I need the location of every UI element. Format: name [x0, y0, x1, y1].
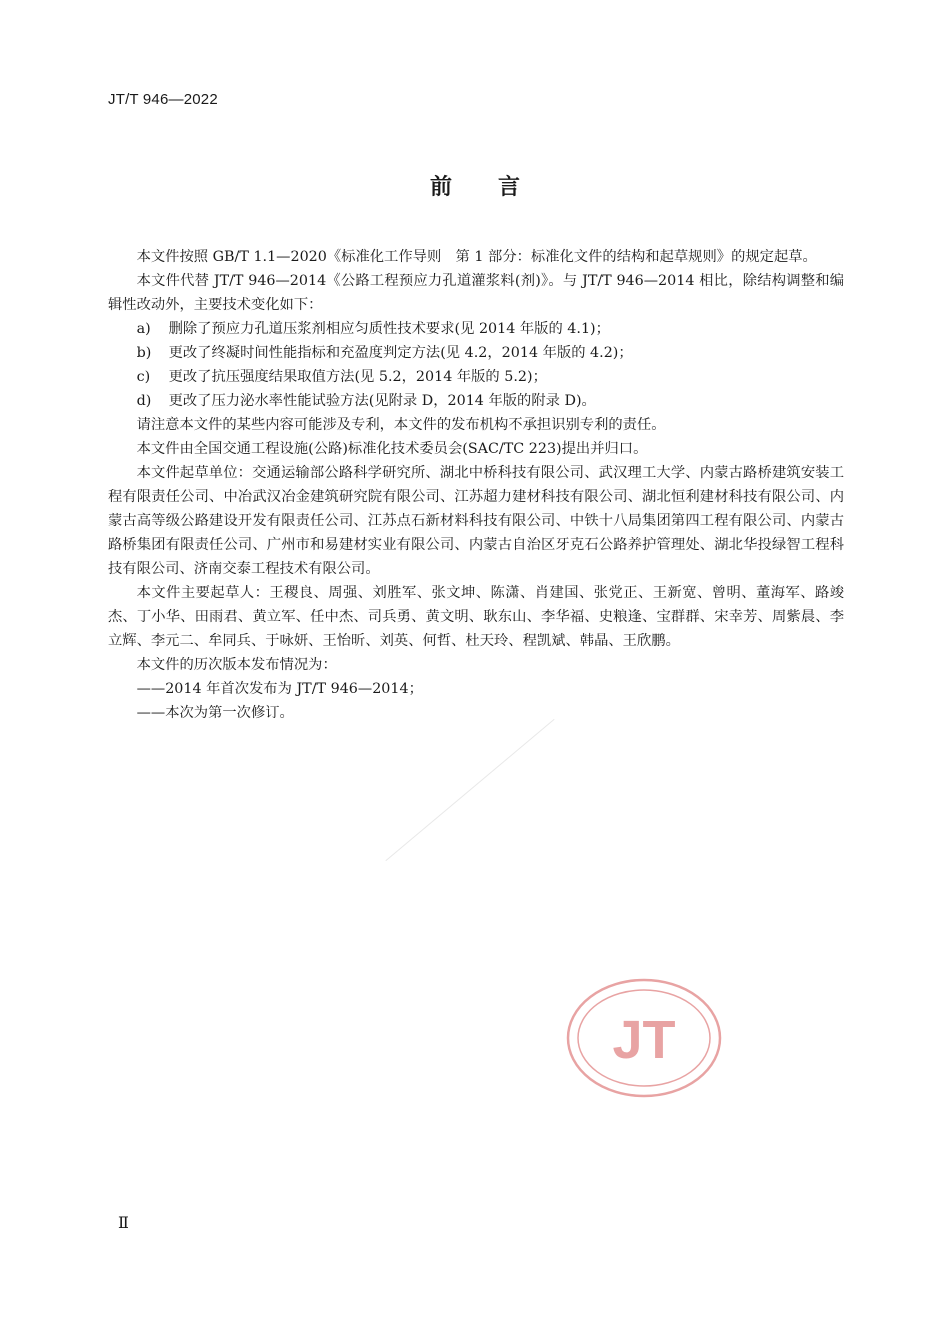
- page-number: Ⅱ: [118, 1213, 129, 1232]
- diagonal-watermark: [320, 640, 620, 940]
- list-marker: a): [136, 321, 151, 337]
- list-item: [108, 317, 844, 341]
- list-item-text: 更改了抗压强度结果取值方法(见 5.2，2014 年版的 5.2)；: [168, 369, 547, 385]
- paragraph: 本文件按照 GB/T 1.1—2020《标准化工作导则 第 1 部分：标准化文件的结构和起草规则》的规定起草。: [136, 249, 817, 265]
- jt-logo-stamp: [566, 978, 722, 1098]
- paragraph: 本文件的历次版本发布情况为：: [136, 657, 337, 673]
- list-item-text: 更改了压力泌水率性能试验方法(见附录 D，2014 年版的附录 D)。: [168, 393, 596, 409]
- standard-code: JT/T 946—2022: [108, 91, 218, 108]
- list-marker: c): [136, 369, 151, 385]
- list-item-text: 删除了预应力孔道压浆剂相应匀质性技术要求(见 2014 年版的 4.1)；: [168, 321, 610, 337]
- list-item-text: 更改了终凝时间性能指标和充盈度判定方法(见 4.2，2014 年版的 4.2)；: [168, 345, 633, 361]
- paragraph: 本文件代替 JT/T 946—2014《公路工程预应力孔道灌浆料(剂)》。与 JT/T 946—2014 相比，除结构调整和编辑性改动外，主要技术变化如下：: [108, 273, 844, 313]
- paragraph: 本文件起草单位：交通运输部公路科学研究所、湖北中桥科技有限公司、武汉理工大学、内蒙古路桥建筑安装工程有限责任公司、中冶武汉冶金建筑研究院有限公司、江苏超力建材科技有限公司、湖北恒利建材科技有限公司、内蒙古高等级公路建设开发有限责任公司、江苏点石新材料科技有限公司、中铁十八局集团第四工程有限公司、内蒙古路桥集团有限责任公司、广州市和易建材实业有限公司、内蒙古自治区牙克石公路养护管理处、湖北华投绿智工程科技有限公司、济南交泰工程技术有限公司。: [108, 465, 844, 577]
- stamp-lettering: JT: [612, 1010, 676, 1070]
- history-item: ——本次为第一次修订。: [136, 705, 294, 721]
- list-item: [108, 365, 844, 389]
- list-item: [108, 341, 844, 365]
- paragraph: 请注意本文件的某些内容可能涉及专利，本文件的发布机构不承担识别专利的责任。: [136, 417, 666, 433]
- history-item: ——2014 年首次发布为 JT/T 946—2014；: [136, 681, 423, 697]
- paragraph: 本文件主要起草人：王稷良、周强、刘胜军、张文坤、陈潇、肖建国、张党正、王新宽、曾明、董海军、路竣杰、丁小华、田雨君、黄立军、任中杰、司兵勇、黄文明、耿东山、李华福、史粮逢、宝群群、宋幸芳、周紫晨、李立辉、李元二、牟同兵、于咏妍、王怡昕、刘英、何哲、杜天玲、程凯斌、韩晶、王欣鹏。: [108, 585, 844, 649]
- paragraph: 本文件由全国交通工程设施(公路)标准化技术委员会(SAC/TC 223)提出并归口。: [136, 441, 648, 457]
- list-item: [108, 389, 844, 413]
- list-marker: b): [136, 345, 152, 361]
- list-marker: d): [136, 393, 152, 409]
- page-title: 前言: [429, 175, 566, 200]
